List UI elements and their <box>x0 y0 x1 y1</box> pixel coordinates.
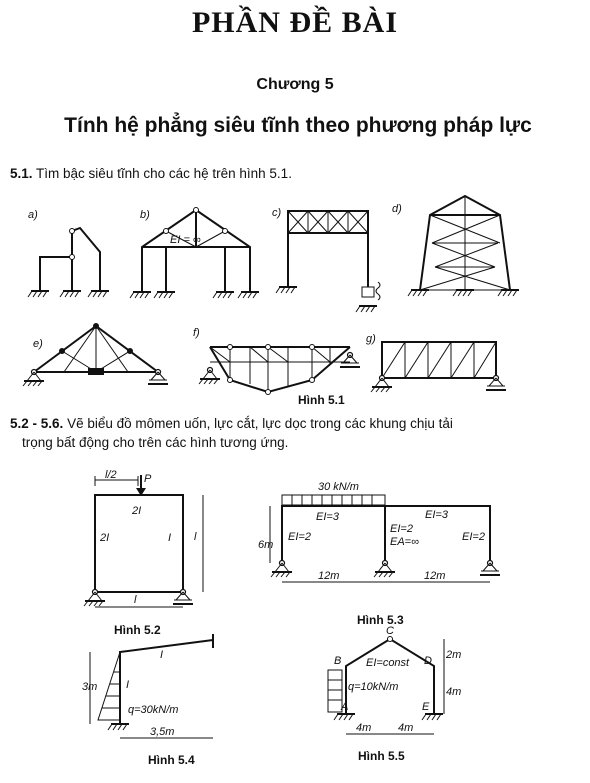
dim-35m: 3,5m <box>150 726 175 738</box>
dim-2m: 2m <box>446 649 462 661</box>
caption-5-1: Hình 5.1 <box>298 393 345 407</box>
label-b: b) <box>140 209 150 221</box>
problem-number: 5.2 - 5.6. <box>10 416 64 431</box>
fig-5-5 <box>328 625 461 734</box>
label-d: d) <box>392 203 402 215</box>
problem-text: Tìm bậc siêu tĩnh cho các hệ trên hình 5.1. <box>36 166 292 181</box>
beam-i-54: I <box>160 649 164 661</box>
ei-beam-right: EI=3 <box>425 509 448 521</box>
fig-5-4 <box>82 634 213 738</box>
load-q30: q=30kN/m <box>128 704 179 716</box>
ei-beam-left: EI=3 <box>316 511 339 523</box>
dim-3m: 3m <box>82 681 98 693</box>
dim-6m: 6m <box>258 539 274 551</box>
ei-col-left: EI=2 <box>288 531 311 543</box>
fig-5-1 <box>23 196 519 395</box>
label-g: g) <box>366 333 376 345</box>
beam-2i: 2I <box>132 505 142 517</box>
col-i-54: I <box>126 679 130 691</box>
fig-5-2 <box>84 469 203 607</box>
node-e: E <box>422 701 430 713</box>
node-c: C <box>386 625 394 637</box>
chapter-title: Chương 5 <box>256 76 334 93</box>
ei-col-right: EI=2 <box>462 531 485 543</box>
caption-5-3: Hình 5.3 <box>357 613 404 627</box>
node-b: B <box>334 655 342 667</box>
ei-col-mid: EI=2 <box>390 523 413 535</box>
dim-4m-h: 4m <box>446 686 462 698</box>
ei-const: EI=const <box>366 657 410 669</box>
load-q10: q=10kN/m <box>348 681 399 693</box>
label-f: f) <box>193 327 200 339</box>
label-e: e) <box>33 338 43 350</box>
problem-number: 5.1. <box>10 166 33 181</box>
dim-12m-left: 12m <box>318 570 340 582</box>
dim-4m-left: 4m <box>356 722 372 734</box>
dim-l-span: l <box>134 594 137 606</box>
col-i: I <box>168 532 172 544</box>
page-title: PHẦN ĐỀ BÀI <box>191 6 398 39</box>
label-c: c) <box>272 207 282 219</box>
dim-l2: l/2 <box>105 469 117 481</box>
problem-text: Vẽ biểu đồ mômen uốn, lực cắt, lực dọc trong các khung chịu tải <box>67 416 453 431</box>
caption-5-2: Hình 5.2 <box>114 623 161 637</box>
label-a: a) <box>28 209 38 221</box>
fig-5-3 <box>258 481 500 582</box>
node-d: D <box>424 655 432 667</box>
section-heading: Tính hệ phẳng siêu tĩnh theo phương pháp lực <box>64 114 532 137</box>
load-p: P <box>144 473 152 485</box>
problem-text-cont: trọng bất động cho trên các hình tương ứng. <box>22 435 289 450</box>
dim-4m-right: 4m <box>398 722 414 734</box>
col-2i: 2I <box>100 532 110 544</box>
caption-5-5: Hình 5.5 <box>358 749 405 763</box>
node-a: A <box>341 701 349 713</box>
caption-5-4: Hình 5.4 <box>148 753 195 767</box>
dim-l-height: l <box>194 531 197 543</box>
load-30: 30 kN/m <box>318 481 359 493</box>
ei-infinity-label: EI = ∞ <box>170 234 201 246</box>
ea-col-mid: EA=∞ <box>390 536 419 548</box>
dim-12m-right: 12m <box>424 570 446 582</box>
